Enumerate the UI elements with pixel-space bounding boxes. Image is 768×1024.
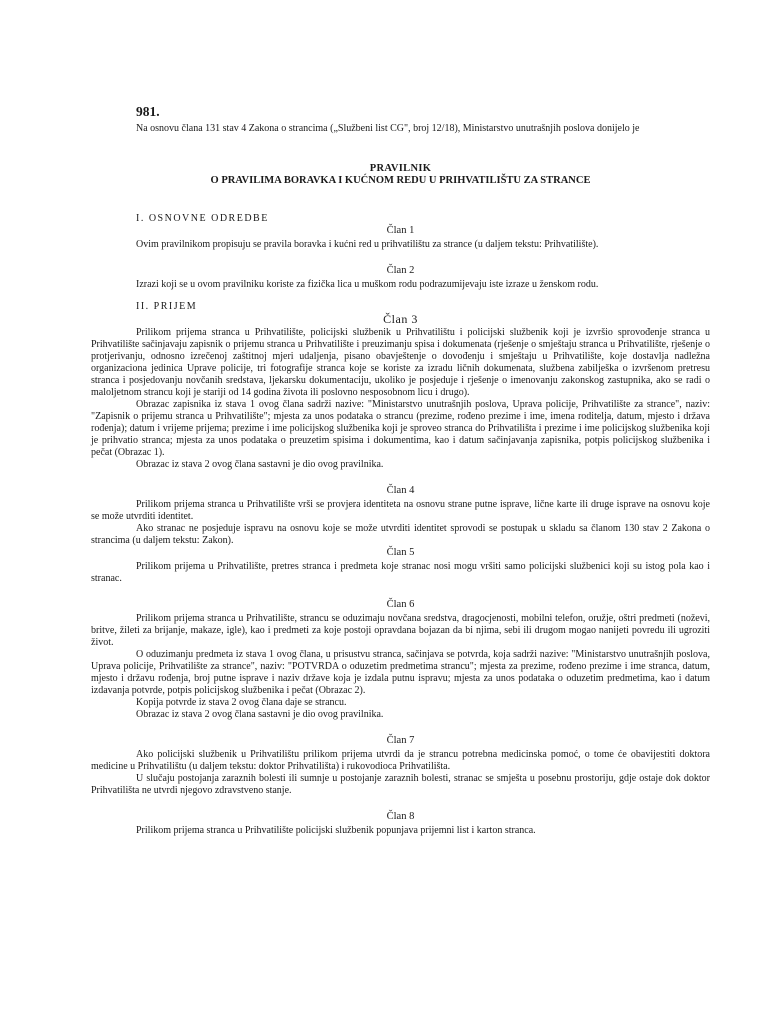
article-5-paragraph: Prilikom prijema u Prihvatilište, pretres stranca i predmeta koje stranac nosi mogu vršiti samo policijski službenici koji su istog pola kao i stranac. (91, 561, 710, 584)
document-body (91, 104, 710, 837)
article-6-paragraph-3: Kopija potvrde iz stava 2 ovog člana daje se strancu. (136, 697, 347, 708)
article-7-paragraph-1: Ako policijski službenik u Prihvatilištu prilikom prijema utvrdi da je strancu potrebna medicinska pomoć, o tome će obavijestiti doktora medicine u Prihvatilištu (u daljem tekstu: doktor Prihvatilišta) i rukovodioca Prihvatilišta. (91, 749, 710, 772)
article-3-paragraph-1: Prilikom prijema stranca u Prihvatilište, policijski službenik u Prihvatilištu i policijski službenik koji je izvršio sprovođenje stranca u Prihvatilište sačinjavaju zapisnik o prijemu stranca u Prihvatilište i preuzimanju spisa i dokumenata (rješenje o smještaju stranca u Prihvatilište, rješenje o protjerivanju, odnosno izrečenoj zaštitnoj mjeri udaljenja, pisano obavještenje o dovođenju i smještaju u Prihvatilište, koje dostavlja nadležna organizaciona jedinica Uprave policije, tri fotografije stranca koje se koriste za izradu ličnih dokumenata, službena zabilješka o izvršenom pretresu stranca i posjedovanju novčanih sredstava, ljekarsku dokumentaciju, ukoliko je posjeduje i rješenje o imenovanju zakonskog zastupnika, ako se radi o maloljetnom strancu koji je stariji od 14 godina života ili poslovno nesposobnom licu i drugo). (91, 327, 710, 398)
article-heading-5: Član 5 (386, 547, 415, 558)
article-1-paragraph: Ovim pravilnikom propisuju se pravila boravka i kućni red u prihvatilištu za strance (u daljem tekstu: Prihvatilište). (136, 239, 599, 250)
article-heading-7: Član 7 (386, 735, 415, 746)
article-8-paragraph: Prilikom prijema stranca u Prihvatilište policijski službenik popunjava prijemni list i karton stranca. (136, 825, 536, 836)
article-heading-3: Član 3 (383, 312, 418, 326)
section-heading-basic-provisions: I. OSNOVNE ODREDBE (136, 213, 269, 224)
intro-paragraph: Na osnovu člana 131 stav 4 Zakona o strancima („Službeni list CG", broj 12/18), Ministarstvo unutrašnjih poslova donijelo je (136, 123, 640, 134)
article-4-paragraph-1: Prilikom prijema stranca u Prihvatilište vrši se provjera identiteta na osnovu strane putne isprave, lične karte ili druge isprave na osnovu koje se može utvrditi identitet. (91, 499, 710, 522)
article-heading-8: Član 8 (386, 811, 415, 822)
article-3-paragraph-2: Obrazac zapisnika iz stava 1 ovog člana sadrži nazive: "Ministarstvo unutrašnjih poslova, Uprava policije, Prihvatilište za strance", naziv: "Zapisnik o prijemu stranca u Prihvatilište"; mjesta za unos podataka o strancu (prezime, rođeno prezime i ime, imena roditelja, datum, mjesto i država rođenja); datum i vrijeme prijema; prezime i ime policijskog službenika koji je sproveo stranca do Prihvatilišta i prezime i ime policijskog službenika koji je prihvatio stranca; mjesta za unos podataka o preuzetim spisima i dokumentima, kao i datum sačinjavanja zapisnika, potpis policijskog službenika i pečat (Obrazac 1). (91, 399, 710, 458)
article-heading-6: Član 6 (386, 599, 415, 610)
article-7-paragraph-2: U slučaju postojanja zaraznih bolesti ili sumnje u postojanje zaraznih bolesti, stranac se smješta u posebnu prostoriju, gdje ostaje dok doktor Prihvatilišta ne utvrdi njegovo zdravstveno stanje. (91, 773, 710, 796)
document-number: 981. (136, 104, 160, 119)
article-heading-2: Član 2 (386, 265, 415, 276)
article-heading-4: Član 4 (386, 485, 415, 496)
article-2-paragraph: Izrazi koji se u ovom pravilniku koriste za fizička lica u muškom rodu podrazumijevaju iste izraze u ženskom rodu. (136, 279, 599, 290)
document-subtitle: O PRAVILIMA BORAVKA I KUĆNOM REDU U PRIHVATILIŠTU ZA STRANCE (210, 175, 591, 186)
section-heading-admission: II. PRIJEM (136, 301, 198, 312)
article-4-paragraph-2: Ako stranac ne posjeduje ispravu na osnovu koje se može utvrditi identitet sprovodi se postupak u skladu sa članom 130 stav 2 Zakona o strancima (u daljem tekstu: Zakon). (91, 523, 710, 546)
article-3-paragraph-3: Obrazac iz stava 2 ovog člana sastavni je dio ovog pravilnika. (136, 459, 384, 470)
article-heading-1: Član 1 (386, 225, 415, 236)
article-6-paragraph-1: Prilikom prijema stranca u Prihvatilište, strancu se oduzimaju novčana sredstva, dragocjenosti, mobilni telefon, oružje, oštri predmeti (noževi, britve, žileti za brijanje, makaze, igle), kao i predmeti za koje postoji opravdana bojazan da bi njima, sebi ili drugom mogao nanijeti povredu ili ugroziti život. (91, 613, 710, 648)
document-title: PRAVILNIK (369, 163, 432, 174)
article-6-paragraph-2: O oduzimanju predmeta iz stava 1 ovog člana, u prisustvu stranca, sačinjava se potvrda, koja sadrži nazive: "Ministarstvo unutrašnjih poslova, Uprava policije, Prihvatilište za strance", naziv: "POTVRDA o oduzetim predmetima strancu"; mjesta za prezime, rođeno prezime i ime stranca, datum, mjesto i državu rođenja, broj putne isprave i naziv države koja je izdala putnu ispravu; mjesta za unos podataka o oduzetim predmetima, kao i datum izdavanja potvrde, potpis policijskog službenika i pečat (Obrazac 2). (91, 649, 710, 696)
article-6-paragraph-4: Obrazac iz stava 2 ovog člana sastavni je dio ovog pravilnika. (136, 709, 384, 720)
